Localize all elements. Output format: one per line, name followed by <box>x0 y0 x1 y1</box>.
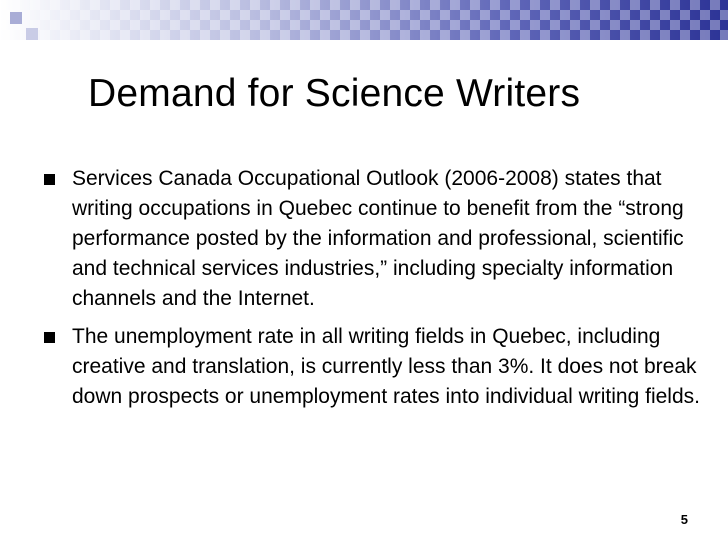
bullet-item <box>40 322 700 412</box>
decorative-top-band <box>0 0 728 40</box>
page-number: 5 <box>680 512 688 527</box>
corner-square <box>10 12 22 24</box>
bullet-text: The unemployment rate in all writing fields in Quebec, including creative and translation, is currently less than 3%. It does not break down prospects or unemployment rates into individual writing fields. <box>72 325 700 408</box>
square-bullet-icon <box>44 332 55 343</box>
bullet-list <box>40 164 700 420</box>
bullet-item <box>40 164 700 314</box>
checker-pattern <box>0 0 728 40</box>
corner-square <box>26 28 38 40</box>
slide-title: Demand for Science Writers <box>88 72 581 115</box>
square-bullet-icon <box>44 174 55 185</box>
bullet-text: Services Canada Occupational Outlook (2006-2008) states that writing occupations in Quebec continue to benefit from the “strong performance posted by the information and professional, scientific and technical services industries,” including specialty information channels and the Internet. <box>72 167 684 310</box>
